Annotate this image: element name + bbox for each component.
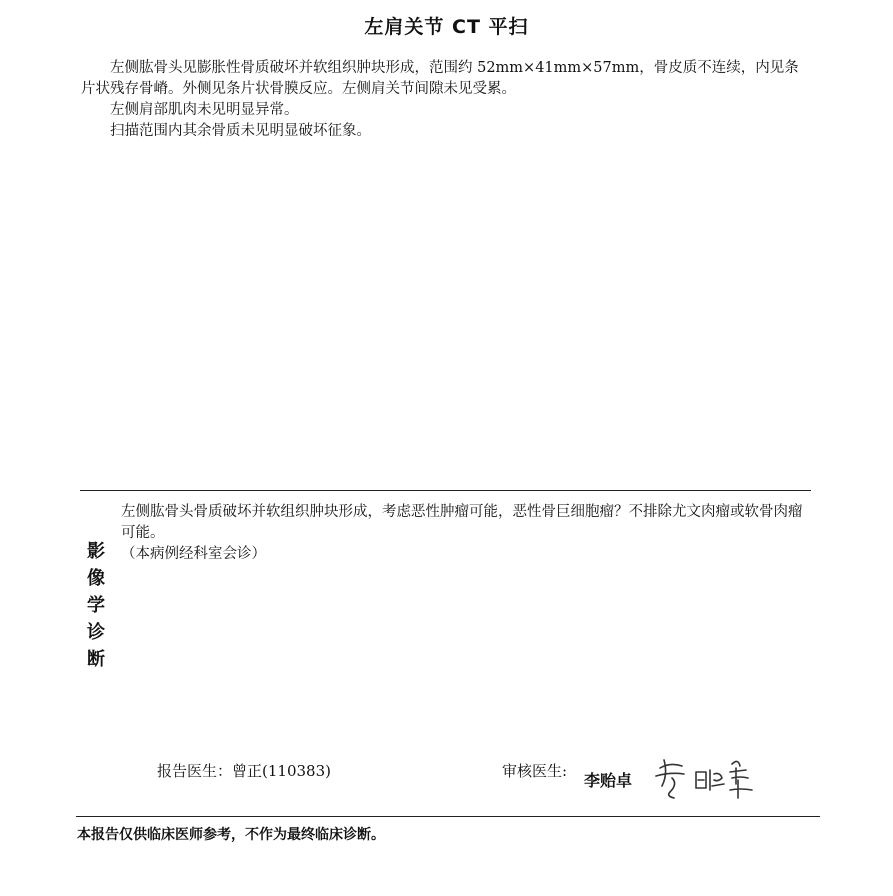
reviewer-label: 审核医生: — [502, 762, 568, 780]
diagnosis-label-char: 诊 — [87, 622, 105, 643]
diagnosis-label-char: 像 — [87, 568, 105, 589]
diagnosis-text: 左侧肱骨头骨质破坏并软组织肿块形成，考虑恶性肿瘤可能，恶性骨巨细胞瘤？不排除尤文肉瘤或软骨肉瘤可能。 — [121, 504, 803, 541]
findings-paragraph-3: 扫描范围内其余骨质未见明显破坏征象。 — [110, 123, 371, 139]
handwritten-signature — [652, 750, 762, 810]
reviewer-name: 李贻卓 — [584, 771, 633, 790]
diagnosis-label-char: 学 — [87, 595, 105, 616]
findings-paragraph-1: 左侧肱骨头见膨胀性骨质破坏并软组织肿块形成，范围约 52mm×41mm×57mm，骨皮质不连续，内见条片状残存骨嵴。外侧见条片状骨膜反应。左侧肩关节间隙未见受累。 — [81, 60, 799, 97]
footer-divider — [76, 816, 820, 817]
report-title: 左肩关节 CT 平扫 — [364, 16, 529, 38]
section-divider — [80, 490, 811, 491]
diagnosis-section — [121, 502, 816, 565]
reporter-name: 曾正(110383) — [232, 762, 331, 780]
diagnosis-label — [84, 538, 108, 673]
reporting-doctor — [157, 760, 331, 781]
consultation-note: （本病例经科室会诊） — [121, 546, 266, 562]
findings-section — [81, 58, 801, 142]
reporter-label: 报告医生： — [157, 762, 233, 780]
findings-paragraph-2: 左侧肩部肌肉未见明显异常。 — [110, 102, 299, 118]
diagnosis-label-char: 影 — [87, 541, 105, 562]
disclaimer: 本报告仅供临床医师参考，不作为最终临床诊断。 — [77, 827, 385, 843]
diagnosis-label-char: 断 — [87, 649, 105, 670]
